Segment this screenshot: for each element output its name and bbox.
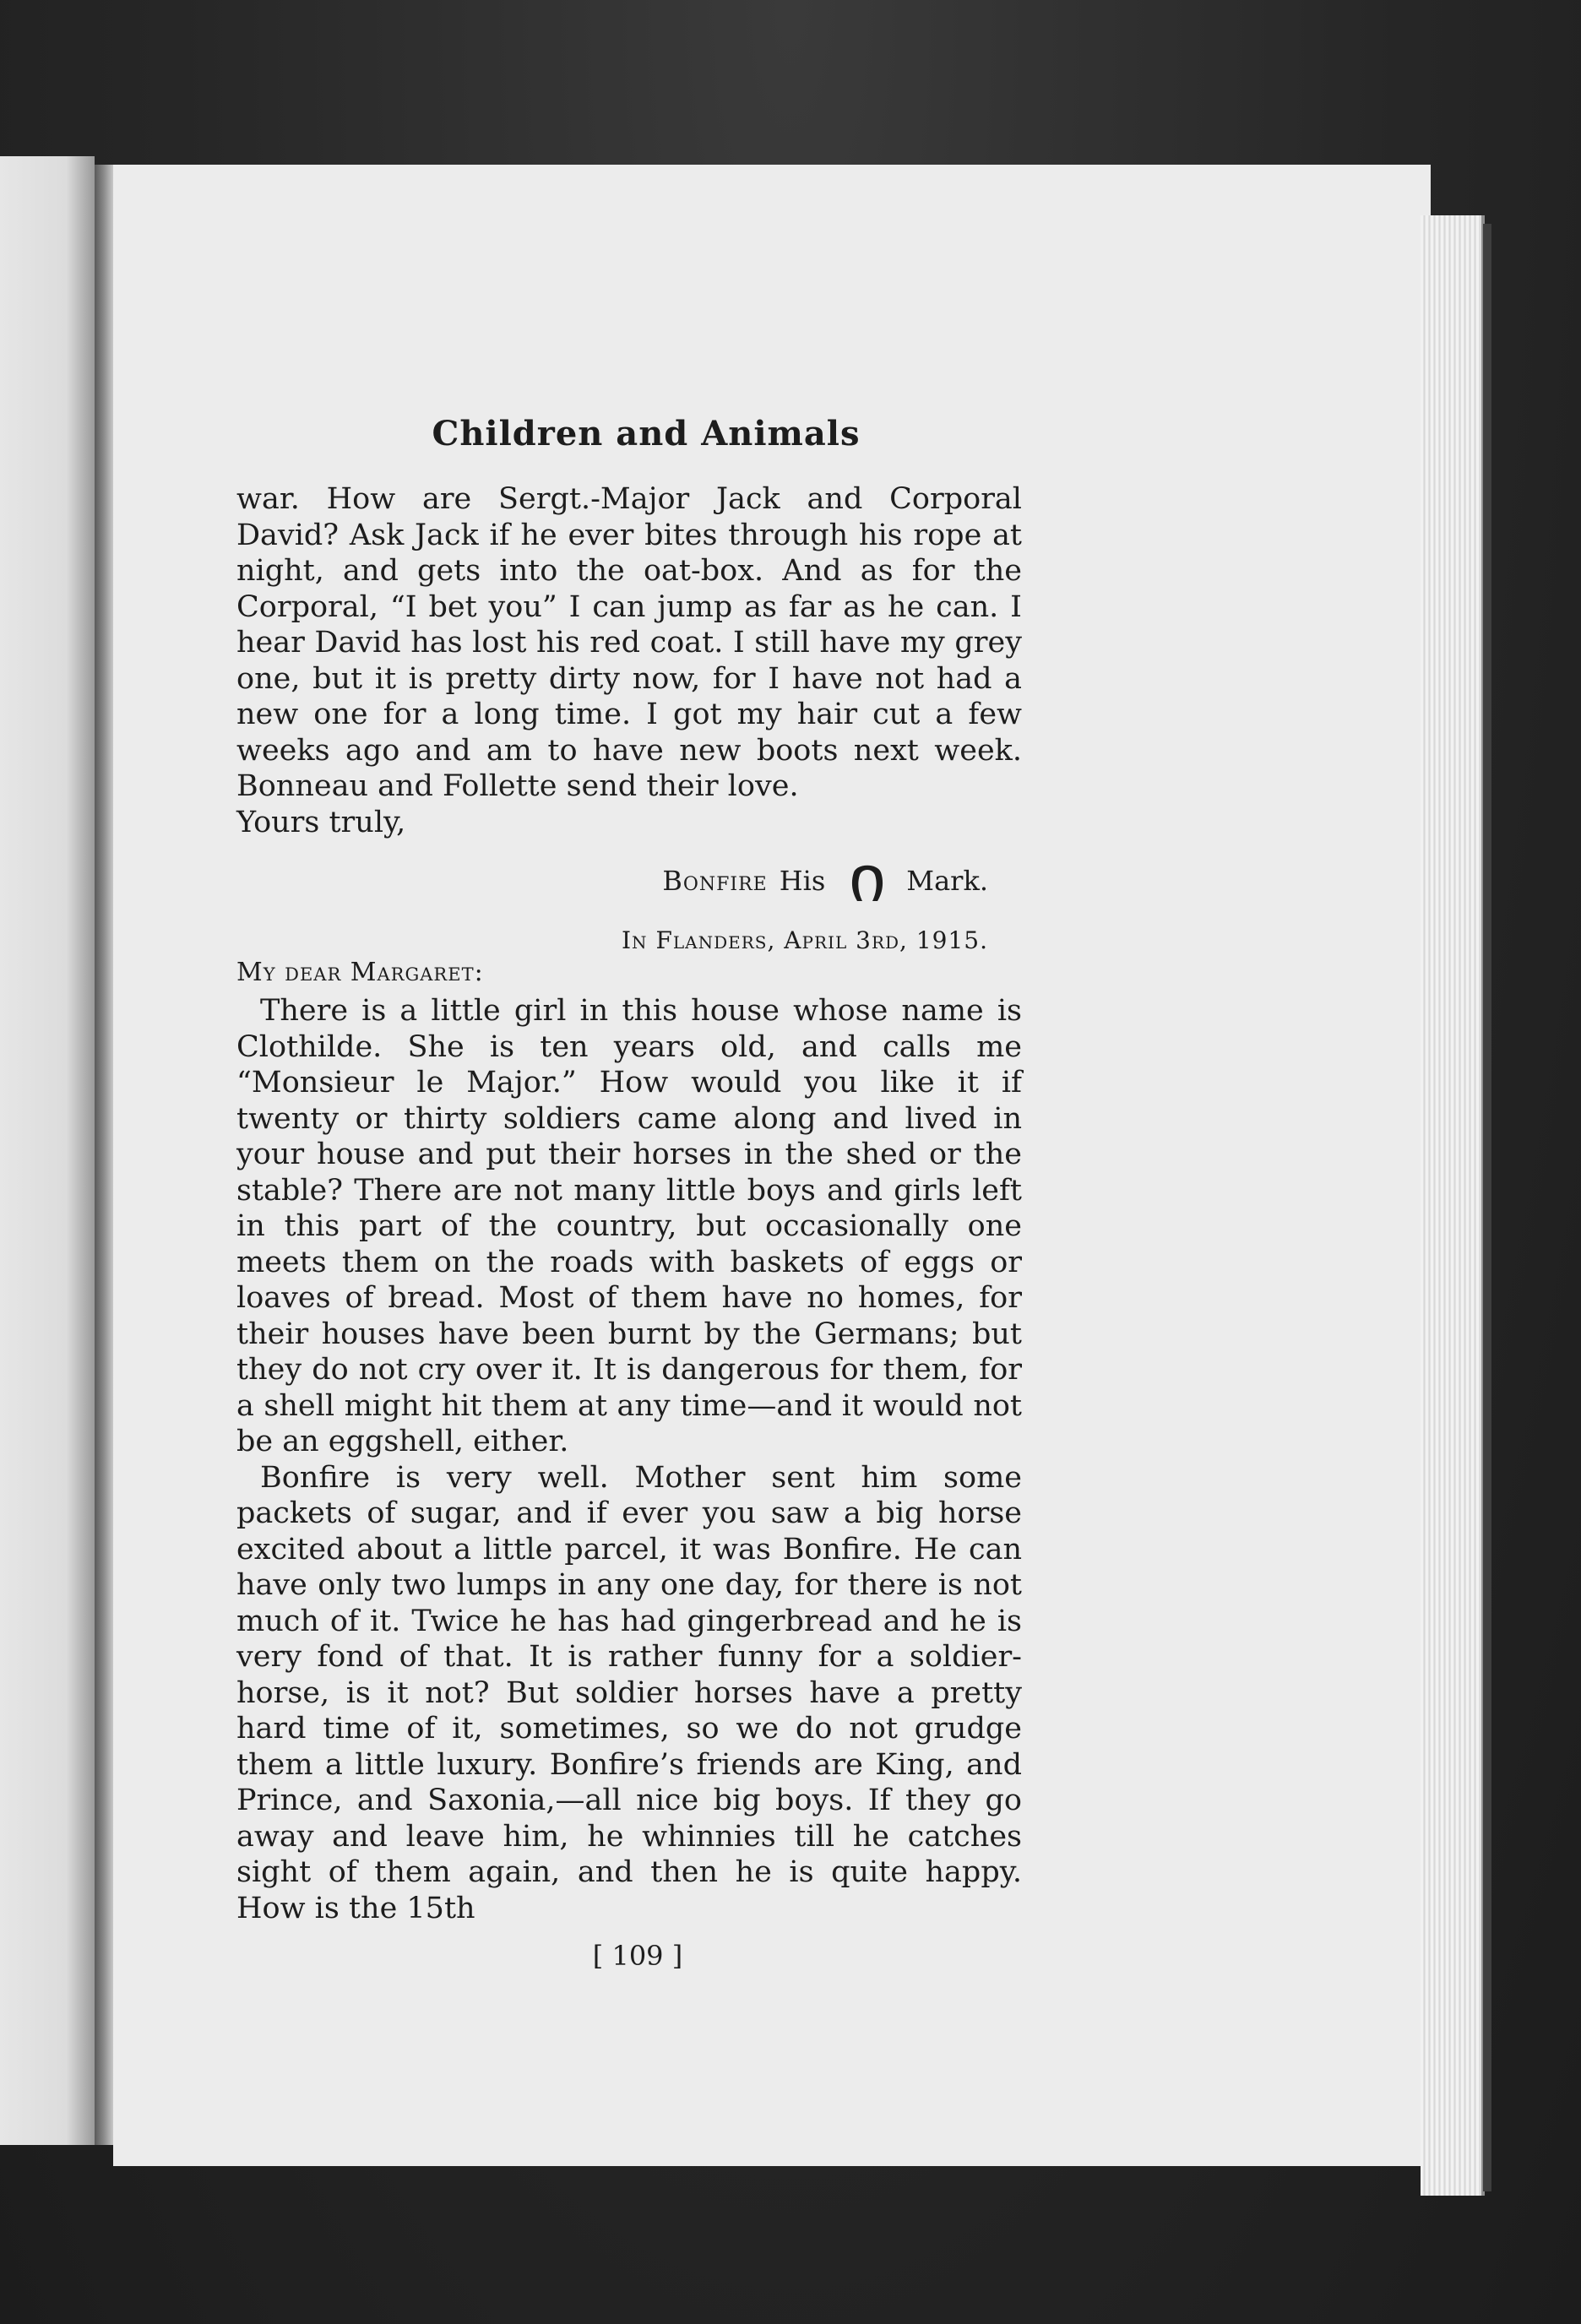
letter-one-body: war. How are Sergt.-Major Jack and Corporal David? Ask Jack if he ever bites through his rope at night, and gets into the oat-box. And as for the Corporal, “I bet you” I can jump as far as he can. I hear David has lost his red coat. I still have my grey one, but it is pretty dirty now, for I have not had a new one for a long time. I got my hair cut a few weeks ago and am to have new boots next week. Bonneau and Follette send their love. — [236, 482, 1022, 803]
page-number: [ 109 ] — [592, 1940, 683, 1972]
book-gutter — [95, 165, 113, 2145]
signature-name: Bonfire — [662, 865, 768, 897]
page-stack-edges — [1421, 215, 1485, 2196]
letter-one-closing: Yours truly, — [236, 805, 406, 839]
signature-line — [236, 847, 1022, 915]
dateline: In Flanders, April 3rd, 1915. — [622, 926, 988, 954]
letter-two-paragraph-2: Bonfire is very well. Mother sent him some packets of sugar, and if ever you saw a big horse excited about a little parcel, it was Bonfire. He can have only two lumps in any one day, for there is not much of it. Twice he has had gingerbread and he is very fond of that. It is rather funny for a soldier-horse, is it not? But soldier horses have a pretty hard time of it, sometimes, so we do not grudge them a little luxury. Bonfire’s friends are King, and Prince, and Saxonia,—all nice big boys. If they go away and leave him, he whinnies till he catches sight of them again, and then he is quite happy. How is the 15th — [236, 1460, 1022, 1925]
signature-his: His — [779, 865, 826, 897]
left-page-edge — [0, 156, 95, 2145]
salutation: My dear Margaret: — [236, 958, 484, 987]
letter-two-paragraph-1: There is a little girl in this house whose name is Clothilde. She is ten years old, and calls me “Monsieur le Major.” How would you like it if twenty or thirty soldiers came along and lived in your house and put their horses in the shed or the stable? There are not many little boys and girls left in this part of the country, but occasionally one meets them on the roads with baskets of eggs or loaves of bread. Most of them have no homes, for their houses have been burnt by the Germans; but they do not cry over it. It is dangerous for them, for a shell might hit them at any time—and it would not be an eggshell, either. — [236, 994, 1022, 1458]
horseshoe-icon — [850, 859, 884, 903]
running-head: Children and Animals — [432, 414, 861, 453]
signature-mark: Mark. — [906, 865, 988, 897]
page-stack-shadow — [1483, 224, 1491, 2191]
page-content — [236, 414, 1022, 1972]
